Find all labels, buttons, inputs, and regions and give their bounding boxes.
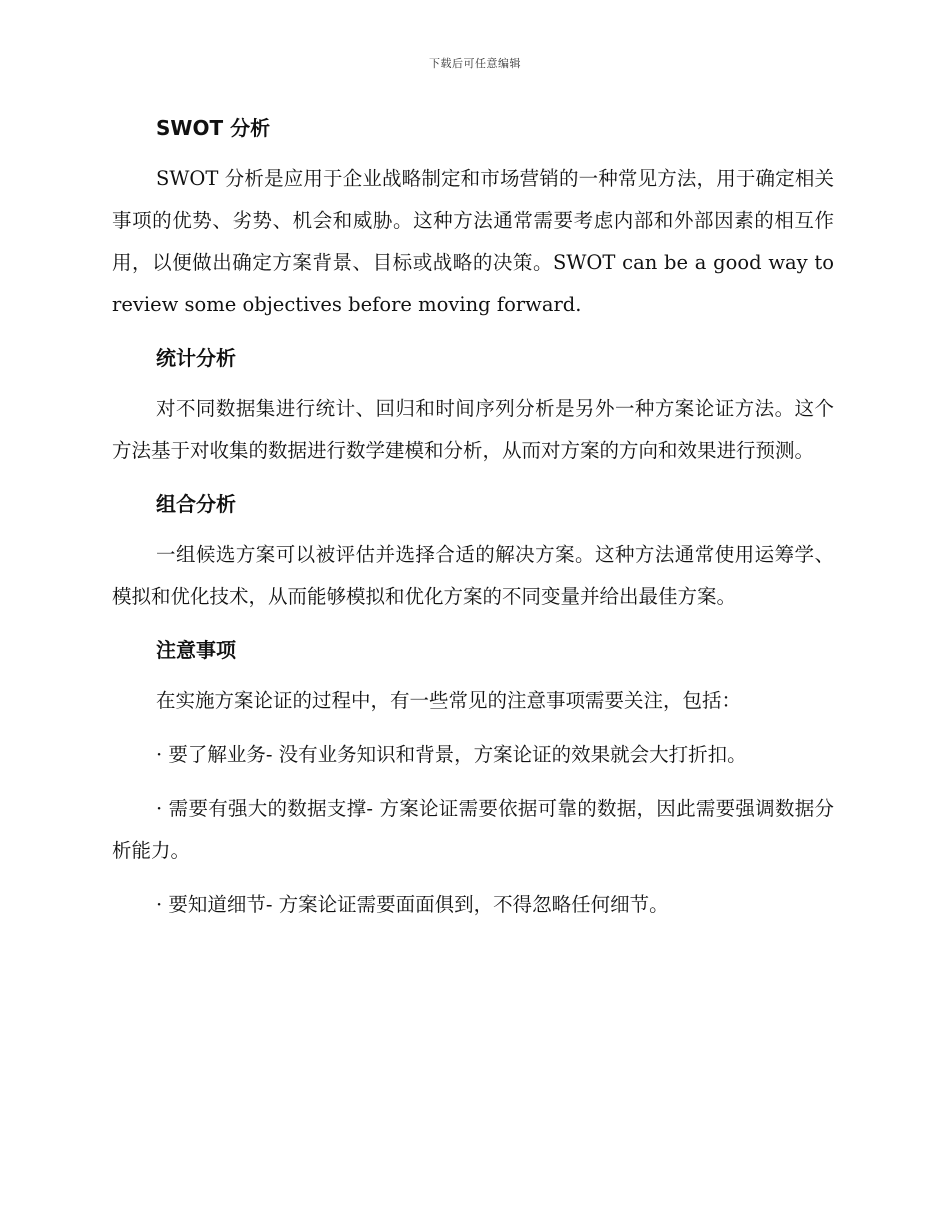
notes-intro: 在实施方案论证的过程中，有一些常见的注意事项需要关注，包括： bbox=[156, 689, 742, 712]
section-heading-combination: 组合分析 bbox=[156, 492, 236, 516]
page-header: 下载后可任意编辑 bbox=[429, 57, 521, 70]
notes-list-item: · 要知道细节- 方案论证需要面面俱到，不得忽略任何细节。 bbox=[156, 893, 669, 916]
section-paragraph-statistics: 对不同数据集进行统计、回归和时间序列分析是另外一种方案论证方法。这个方法基于对收集的数据进行数学建模和分析，从而对方案的方向和效果进行预测。 bbox=[112, 397, 834, 462]
notes-list-item: · 需要有强大的数据支撑- 方案论证需要依据可靠的数据，因此需要强调数据分析能力。 bbox=[112, 797, 834, 862]
notes-list-item: · 要了解业务- 没有业务知识和背景，方案论证的效果就会大打折扣。 bbox=[156, 743, 747, 766]
section-paragraph-swot: SWOT 分析是应用于企业战略制定和市场营销的一种常见方法，用于确定相关事项的优势、劣势、机会和威胁。这种方法通常需要考虑内部和外部因素的相互作用，以便做出确定方案背景、目标或战略的决策。SWOT can be a good way to review some objectives before moving forward. bbox=[112, 167, 834, 316]
section-heading-swot: SWOT 分析 bbox=[156, 116, 271, 140]
section-paragraph-combination: 一组候选方案可以被评估并选择合适的解决方案。这种方法通常使用运筹学、模拟和优化技术，从而能够模拟和优化方案的不同变量并给出最佳方案。 bbox=[112, 543, 834, 608]
document-body bbox=[112, 108, 834, 938]
section-heading-notes: 注意事项 bbox=[156, 638, 236, 662]
section-heading-statistics: 统计分析 bbox=[156, 346, 236, 370]
